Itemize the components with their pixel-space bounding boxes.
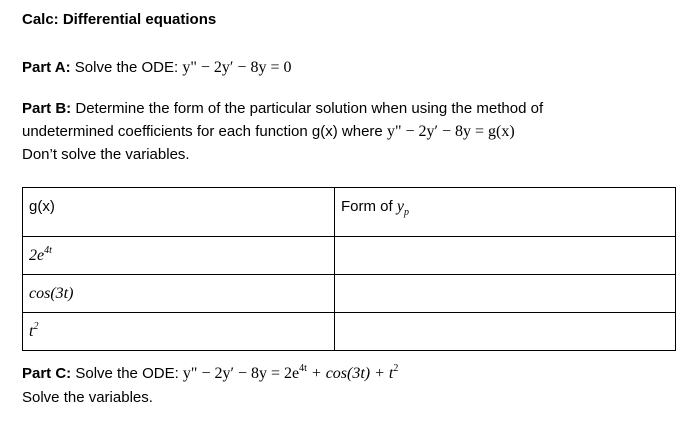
header-form-of-yp — [335, 188, 676, 237]
table-row — [23, 275, 676, 313]
part-c-label: Part C: — [22, 365, 72, 382]
part-b-line1-text: Determine the form of the particular solution when using the method of — [75, 100, 544, 117]
gx-exponent: 4t — [44, 244, 52, 256]
part-c-equation-lhs: y" − 2y′ − 8y = 2e — [182, 365, 300, 382]
header-p-sub: p — [403, 207, 409, 218]
gx-cell — [23, 237, 335, 275]
gx-base: cos(3t) — [29, 284, 74, 302]
header-form-text: Form of — [341, 198, 393, 215]
answer-cell[interactable] — [335, 275, 676, 313]
part-a-label: Part A: — [22, 59, 71, 76]
part-b-line2 — [22, 122, 515, 142]
part-b-line1 — [22, 99, 543, 119]
part-c-text: Solve the ODE: — [75, 365, 179, 382]
header-y-var: y — [396, 198, 404, 215]
gx-cell — [23, 275, 335, 313]
part-b-line2-equation: y" − 2y′ − 8y = g(x) — [386, 123, 515, 140]
part-c — [22, 364, 398, 386]
part-b-line3: Don’t solve the variables. — [22, 146, 190, 163]
table-row — [23, 313, 676, 351]
gx-base: t — [29, 322, 34, 340]
part-c-equation-mid: + cos(3t) + t — [306, 365, 394, 382]
part-b-label: Part B: — [22, 100, 72, 117]
answer-cell[interactable] — [335, 237, 676, 275]
part-c-exp2: 2 — [393, 363, 399, 374]
answer-cell[interactable] — [335, 313, 676, 351]
table-header-row — [23, 188, 676, 237]
part-a-equation: y" − 2y′ − 8y = 0 — [182, 59, 292, 76]
part-c-exp1: 4t — [299, 363, 307, 374]
table-row — [23, 237, 676, 275]
gx-cell — [23, 313, 335, 351]
part-c-line2: Solve the variables. — [22, 389, 153, 406]
part-a — [22, 58, 291, 78]
header-gx: g(x) — [23, 188, 335, 237]
part-a-text: Solve the ODE: — [74, 59, 179, 76]
part-b-line2-text: undetermined coefficients for each function g(x) where — [22, 123, 383, 140]
page-title: Calc: Differential equations — [22, 11, 217, 28]
gx-exponent: 2 — [33, 320, 39, 332]
form-table — [22, 187, 676, 351]
gx-base: 2e — [29, 246, 45, 264]
